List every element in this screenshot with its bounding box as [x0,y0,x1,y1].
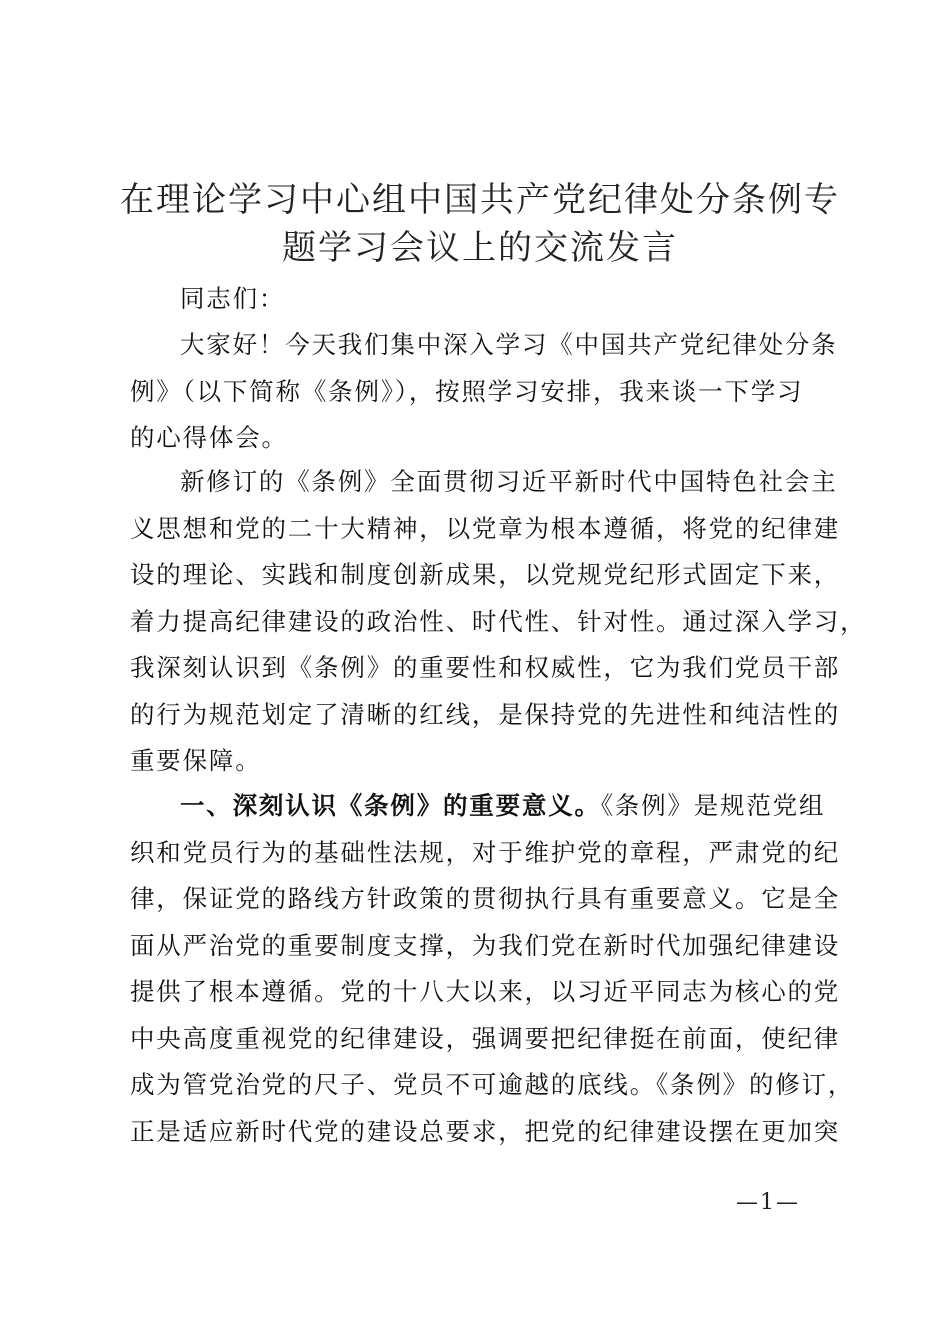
paragraph-line: 着力提高纪律建设的政治性、时代性、针对性。通过深入学习， [130,606,867,636]
section-1-heading: 一、深刻认识《条例》的重要意义。 [180,791,601,820]
title-line-1: 在理论学习中心组中国共产党纪律处分条例专 [120,180,840,220]
greeting-text: 同志们： [180,284,286,313]
document-title [120,176,840,272]
paragraph-line: 例》（以下简称《条例》），按照学习安排，我来谈一下学习 [130,376,804,406]
paragraph-line: 义思想和党的二十大精神，以党章为根本遵循，将党的纪律建 [130,513,841,543]
title-line-2: 题学习会议上的交流发言 [282,228,678,268]
paragraph-line: 的行为规范划定了清晰的红线，是保持党的先进性和纯洁性的 [130,699,841,729]
paragraph-overview [130,459,867,785]
paragraph-line: 提供了根本遵循。党的十八大以来，以习近平同志为核心的党 [130,977,841,1006]
section-1-paragraph [130,783,855,1155]
paragraph-intro [130,322,838,462]
paragraph-line: 大家好！今天我们集中深入学习《中国共产党纪律处分条 [180,330,838,359]
paragraph-line: 的心得体会。 [130,423,288,452]
paragraph-line: 正是适应新时代党的建设总要求，把党的纪律建设摆在更加突 [130,1116,841,1146]
paragraph-line: 设的理论、实践和制度创新成果，以党规党纪形式固定下来， [130,560,841,589]
paragraph-line: 新修订的《条例》全面贯彻习近平新时代中国特色社会主 [180,467,838,496]
page-number: —1— [736,1190,800,1215]
paragraph-line: 成为管党治党的尺子、党员不可逾越的底线。《条例》的修订， [130,1070,855,1099]
greeting [130,276,832,323]
paragraph-line: 中央高度重视党的纪律建设，强调要把纪律挺在前面，使纪律 [130,1023,841,1053]
paragraph-line: 律，保证党的路线方针政策的贯彻执行具有重要意义。它是全 [130,884,841,913]
section-1-first-line [130,783,832,830]
paragraph-line: 我深刻认识到《条例》的重要性和权威性，它为我们党员干部 [130,653,841,682]
paragraph-line: 重要保障。 [130,746,262,775]
paragraph-line: 面从严治党的重要制度支撑，为我们党在新时代加强纪律建设 [130,930,841,960]
section-1-first-line-rest: 《条例》是规范党组 [600,791,826,820]
paragraph-line: 织和党员行为的基础性法规，对于维护党的章程，严肃党的纪 [130,837,841,867]
